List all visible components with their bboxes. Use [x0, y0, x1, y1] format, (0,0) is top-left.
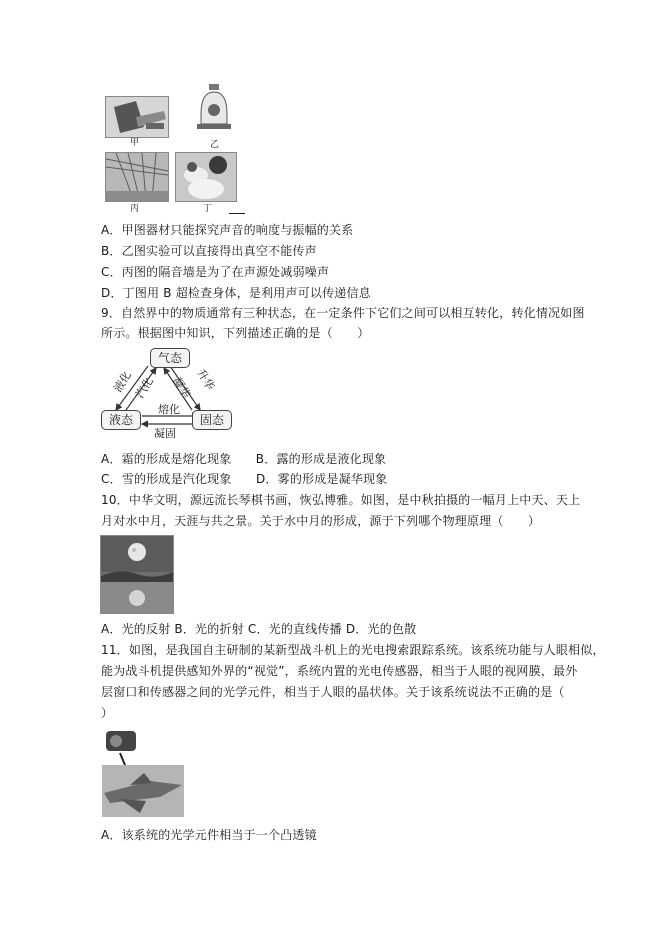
caption-yi: 乙: [210, 140, 220, 150]
label-vaporize: 汽化: [133, 374, 156, 401]
q11-stem-line2: 能为战斗机提供感知外界的“视觉”，系统内置的光电传感器，相当于人眼的视网膜，最外: [101, 664, 578, 678]
q11-stem-line3: 层窗口和传感器之间的光学元件，相当于人眼的晶状体。关于该系统说法不正确的是（: [101, 685, 565, 699]
state-change-diagram: [100, 348, 240, 438]
photo-bing-sound-barrier: [105, 152, 169, 202]
q9-options-row1: A．霜的形成是熔化现象 B．露的形成是液化现象: [101, 452, 387, 466]
q9-stem-line2: 所示。根据图中知识，下列描述正确的是（ ）: [101, 326, 370, 340]
underline-mark: [229, 213, 245, 214]
caption-ding: 丁: [203, 204, 213, 214]
q10-options: A．光的反射 B．光的折射 C．光的直线传播 D．光的色散: [101, 622, 417, 636]
q11-stem-line4: ）: [101, 706, 114, 720]
photo-fighter-jet-eots: [100, 727, 184, 817]
photo-jia-tuning-fork: [105, 96, 169, 138]
photo-yi-bell-jar: [195, 84, 233, 140]
node-solid: 固态: [192, 410, 232, 430]
caption-bing: 丙: [130, 204, 140, 214]
photo-moon-reflection: [100, 535, 174, 614]
node-gas: 气态: [150, 348, 190, 368]
label-freeze: 凝固: [154, 427, 176, 440]
q10-stem-line2: 月对水中月，天涯与共之景。关于水中月的形成，源于下列哪个物理原理（ ）: [101, 514, 541, 528]
q11-stem-line1: 11．如图，是我国自主研制的某新型战斗机上的光电搜索跟踪系统。该系统功能与人眼相似，: [101, 643, 605, 657]
q8-option-a: A．甲图器材只能探究声音的响度与振幅的关系: [101, 223, 354, 237]
label-desublime: 凝华: [170, 374, 193, 401]
q10-stem-line1: 10．中华文明，源远流长琴棋书画，恢弘博雅。如图，是中秋拍摄的一幅月上中天、天上: [101, 493, 581, 507]
label-sublime: 升华: [194, 366, 217, 393]
caption-jia: 甲: [130, 138, 140, 148]
q8-option-b: B．乙图实验可以直接得出真空不能传声: [101, 244, 317, 258]
q11-option-a: A．该系统的光学元件相当于一个凸透镜: [101, 828, 317, 842]
label-liquefy: 液化: [111, 368, 134, 395]
label-melt: 熔化: [158, 403, 180, 416]
q8-option-c: C．丙图的隔音墙是为了在声源处减弱噪声: [101, 265, 330, 279]
photo-ding-b-ultrasound: [175, 152, 237, 202]
node-liquid: 液态: [101, 410, 141, 430]
q9-options-row2: C．雪的形成是汽化现象 D．雾的形成是凝华现象: [101, 472, 388, 486]
q9-stem-line1: 9．自然界中的物质通常有三种状态，在一定条件下它们之间可以相互转化，转化情况如图: [101, 306, 585, 320]
q8-option-d: D．丁图用 B 超检查身体，是利用声可以传递信息: [101, 286, 371, 300]
